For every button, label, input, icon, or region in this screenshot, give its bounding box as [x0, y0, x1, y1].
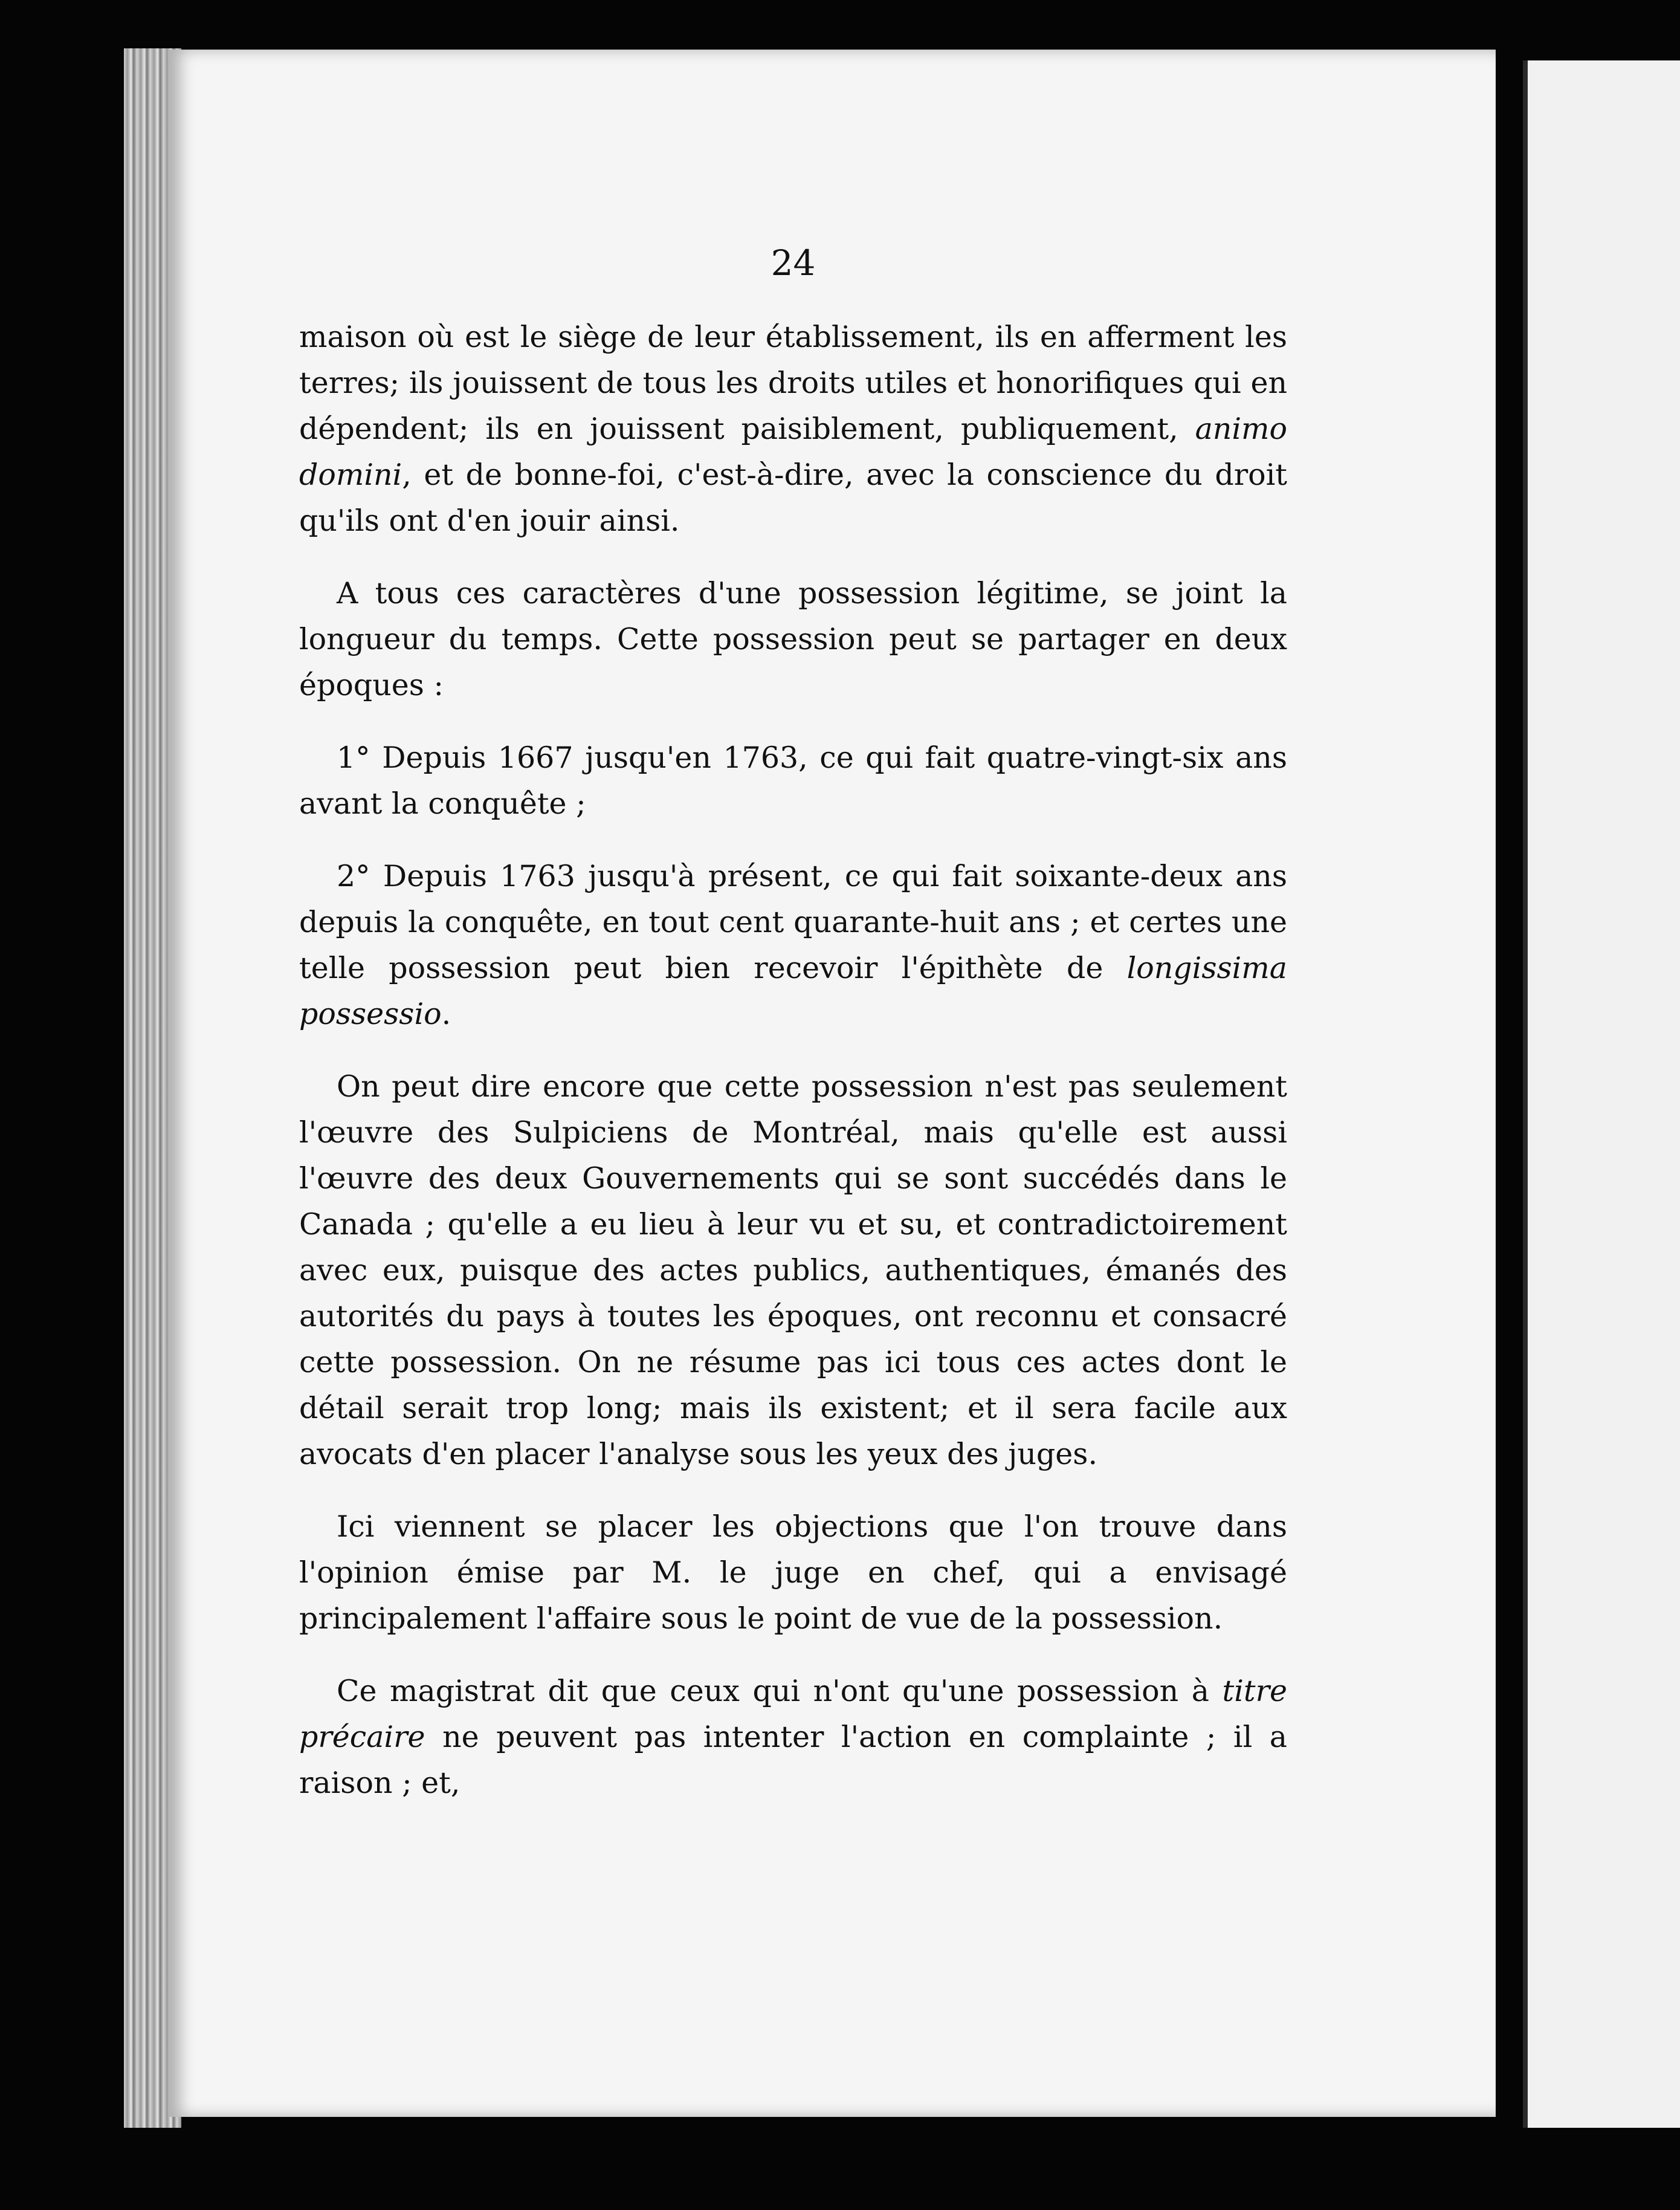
paragraph-2: A tous ces caractères d'une possession légitime, se joint la longueur du temps. Cette possession peut se partager en deux époques : [299, 576, 1287, 702]
page-text [299, 236, 1287, 1800]
paragraph-7-end-text: ne peuvent pas intenter l'action en complainte ; il a raison ; et, [299, 1720, 1287, 1800]
paragraph-5: On peut dire encore que cette possession n'est pas seulement l'œuvre des Sulpiciens de Montréal, mais qu'elle est aussi l'œuvre des deux Gouvernements qui se sont succédés dans le Canada ; qu'elle a eu lieu à leur vu et su, et contradictoirement avec eux, puisque des actes publics, authentiques, émanés des autorités du pays à toutes les époques, ont reconnu et consacré cette possession. On ne résume pas ici tous ces actes dont le détail serait trop long; mais ils existent; et il sera facile aux avocats d'en placer l'analyse sous les yeux des juges. [299, 1069, 1287, 1471]
paragraph-1-text: maison où est le siège de leur établissement, ils en afferment les terres; ils jouissent de tous les droits utiles et honorifiques qui en dépendent; ils en jouissent paisiblement, publiquement, [299, 320, 1287, 446]
paragraph-1 [299, 314, 1287, 544]
paragraph-7-italic-text: titre précaire [299, 1674, 1287, 1754]
paragraph-4 [299, 854, 1287, 1037]
paragraph-1-italic-text: animo domini [299, 412, 1287, 492]
paragraph-1-end-text: , et de bonne-foi, c'est-à-dire, avec la conscience du droit qu'ils ont d'en jouir ainsi. [299, 458, 1287, 538]
paragraph-6: Ici viennent se placer les objections que l'on trouve dans l'opinion émise par M. le juge en chef, qui a envisagé principalement l'affaire sous le point de vue de la possession. [299, 1509, 1287, 1636]
paragraph-7-text: Ce magistrat dit que ceux qui n'ont qu'une possession à [337, 1674, 1223, 1708]
paragraph-4-text: 2° Depuis 1763 jusqu'à présent, ce qui fait soixante-deux ans depuis la conquête, en tout cent quarante-huit ans ; et certes une telle possession peut bien recevoir l'épithète de [299, 859, 1287, 985]
paragraph-4-italic-text: longissima possessio [299, 951, 1287, 1031]
paragraph-7 [299, 1668, 1287, 1806]
page-number: 24 [771, 242, 816, 284]
paragraph-3: 1° Depuis 1667 jusqu'en 1763, ce qui fait quatre-vingt-six ans avant la conquête ; [299, 740, 1287, 821]
adjacent-page [1523, 60, 1680, 2128]
paragraph-4-end-text: . [441, 997, 451, 1031]
